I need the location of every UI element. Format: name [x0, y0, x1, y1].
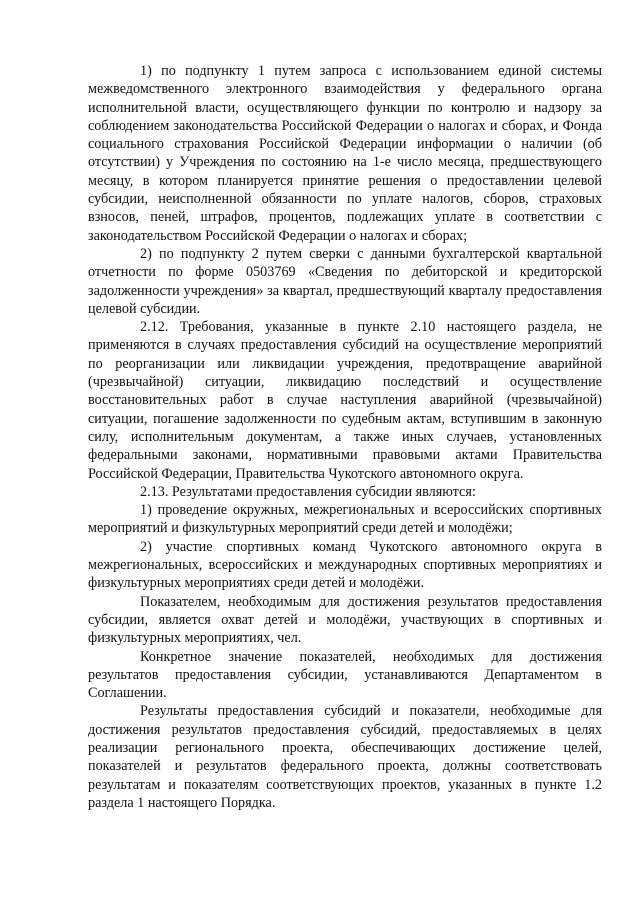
paragraph-indicator: Показателем, необходимым для достижения результатов предоставления субсидии, является охват детей и молодёжи, участвующих в спортивных и физкультурных мероприятиях, чел. [88, 593, 602, 647]
paragraph-2-subitem-2: 2) по подпункту 2 путем сверки с данными бухгалтерской квартальной отчетности по форме 0503769 «Сведения по дебиторской и кредиторской задолженности учреждения» за квартал, предшествующий кварталу предоставления целевой субсидии. [88, 245, 602, 317]
paragraph-result-2: 2) участие спортивных команд Чукотского автономного округа в межрегиональных, всероссийских и международных спортивных мероприятиях и физкультурных мероприятиях среди детей и молодёжи. [88, 538, 602, 592]
document-page [88, 62, 602, 812]
paragraph-2-13-results-heading: 2.13. Результатами предоставления субсидии являются: [140, 483, 476, 500]
paragraph-indicator-value: Конкретное значение показателей, необходимых для достижения результатов предоставления субсидии, устанавливаются Департаментом в Соглашении. [88, 648, 602, 702]
paragraph-result-1: 1) проведение окружных, межрегиональных и всероссийских спортивных мероприятий и физкультурных мероприятий среди детей и молодёжи; [88, 502, 602, 537]
paragraph-1-subitem-1: 1) по подпункту 1 путем запроса с использованием единой системы межведомственного электронного взаимодействия у федерального органа исполнительной власти, осуществляющего функции по контролю и надзору за соблюдением законодательства Российской Федерации о налогах и сборах, и Фонда социального страхования Российской Федерации информации о наличии (об отсутствии) у Учреждения по состоянию на 1-е число месяца, предшествующего месяцу, в котором планируется принятие решения о предоставлении целевой субсидии, неисполненной обязанности по уплате налогов, сборов, страховых взносов, пеней, штрафов, процентов, подлежащих уплате в соответствии с законодательством Российской Федерации о налогах и сборах; [88, 63, 602, 244]
paragraph-2-12-requirements: 2.12. Требования, указанные в пункте 2.10 настоящего раздела, не применяются в случаях предоставления субсидий на осуществление мероприятий по реорганизации или ликвидации учреждения, предотвращение аварийной (чрезвычайной) ситуации, ликвидацию последствий и осуществление восстановительных работ в случае наступления аварийной (чрезвычайной) ситуации, погашение задолженности по судебным актам, вступившим в законную силу, исполнительным документам, а также иных случаев, установленных федеральными законами, нормативными правовыми актами Правительства Российской Федерации, Правительства Чукотского автономного округа. [88, 319, 602, 482]
paragraph-regional-project: Результаты предоставления субсидий и показатели, необходимые для достижения результатов предоставления субсидий, предоставляемых в целях реализации регионального проекта, обеспечивающих достижение целей, показателей и результатов федерального проекта, должны соответствовать результатам и показателям соответствующих проектов, указанных в пункте 1.2 раздела 1 настоящего Порядка. [88, 703, 602, 811]
